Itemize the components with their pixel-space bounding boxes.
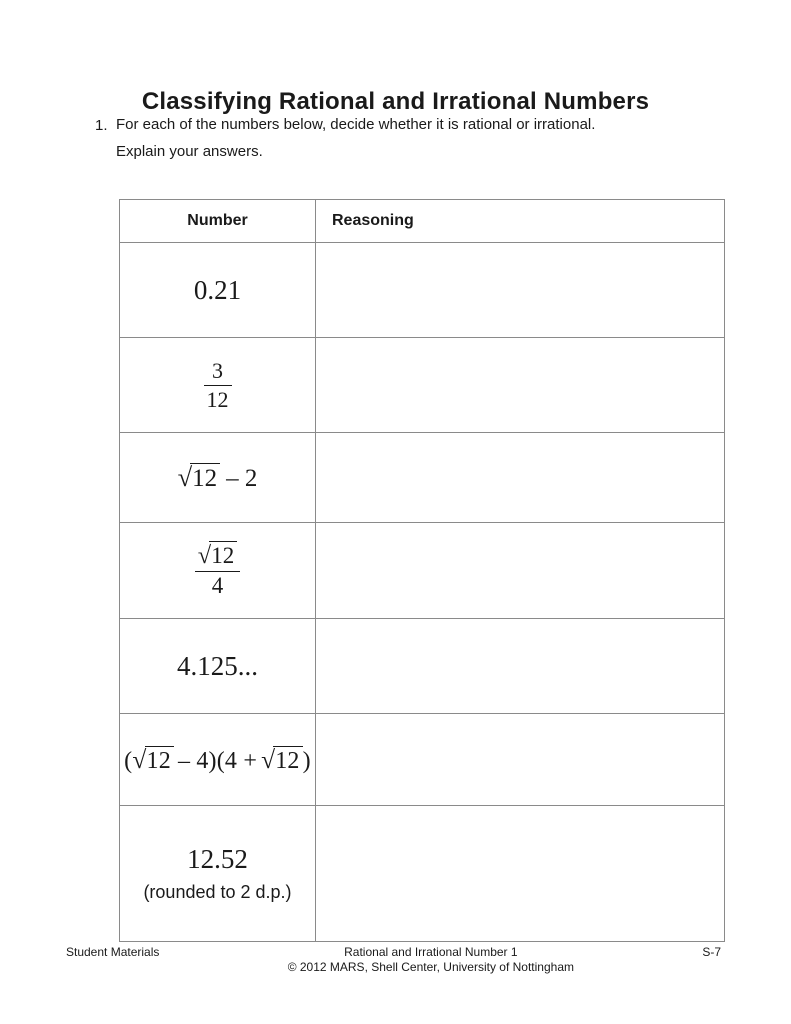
square-root bbox=[132, 744, 174, 774]
number-cell-decimal-4125: 4.125... bbox=[120, 619, 316, 714]
footer-center bbox=[159, 945, 702, 975]
fraction-denominator: 12 bbox=[204, 385, 232, 411]
number-cell-sqrt12-over-4 bbox=[120, 523, 316, 619]
expression-rest: – 2 bbox=[226, 465, 258, 492]
column-header-number: Number bbox=[120, 200, 316, 243]
table-header-row bbox=[120, 200, 725, 243]
page-title: Classifying Rational and Irrational Numbers bbox=[141, 88, 650, 116]
number-cell-fraction-3-12 bbox=[120, 338, 316, 433]
radicand: 12 bbox=[273, 746, 302, 774]
radical-sign-icon: √ bbox=[177, 462, 193, 492]
table-row bbox=[120, 433, 725, 523]
table-row bbox=[120, 806, 725, 942]
rounded-value: 12.52 bbox=[187, 844, 248, 874]
reasoning-cell bbox=[316, 714, 725, 806]
reasoning-cell bbox=[316, 243, 725, 338]
square-root bbox=[198, 543, 237, 568]
expression-middle: – 4)(4 + bbox=[177, 747, 258, 774]
fraction bbox=[195, 543, 240, 598]
fraction bbox=[204, 359, 232, 410]
radicand: 12 bbox=[209, 541, 237, 568]
reasoning-cell bbox=[316, 806, 725, 942]
square-root bbox=[261, 744, 303, 774]
reasoning-cell bbox=[316, 523, 725, 619]
radicand: 12 bbox=[190, 463, 220, 492]
footer-copyright: © 2012 MARS, Shell Center, University of Nottingham bbox=[287, 960, 574, 974]
classification-table bbox=[119, 199, 725, 942]
table-row bbox=[120, 243, 725, 338]
page-footer bbox=[66, 945, 721, 975]
open-paren: ( bbox=[124, 747, 133, 774]
reasoning-cell bbox=[316, 433, 725, 523]
footer-page-number: S-7 bbox=[702, 945, 721, 959]
radical-sign-icon: √ bbox=[261, 744, 276, 774]
table-row bbox=[120, 714, 725, 806]
instruction-block bbox=[95, 117, 595, 171]
fraction-denominator: 4 bbox=[195, 571, 240, 598]
footer-document-title: Rational and Irrational Number 1 bbox=[344, 945, 518, 959]
radical-sign-icon: √ bbox=[197, 542, 212, 570]
number-cell-rounded-1252 bbox=[120, 806, 316, 942]
rounded-note: (rounded to 2 d.p.) bbox=[143, 882, 292, 902]
table-row bbox=[120, 619, 725, 714]
reasoning-cell bbox=[316, 619, 725, 714]
number-cell-decimal-021: 0.21 bbox=[120, 243, 316, 338]
number-cell-product-expression bbox=[120, 714, 316, 806]
table-row bbox=[120, 338, 725, 433]
reasoning-cell bbox=[316, 338, 725, 433]
instruction-line-2: Explain your answers. bbox=[116, 143, 263, 160]
instruction-number: 1. bbox=[95, 117, 108, 134]
instruction-line-1: For each of the numbers below, decide whether it is rational or irrational. bbox=[116, 116, 596, 133]
close-paren: ) bbox=[302, 747, 311, 774]
fraction-numerator bbox=[195, 543, 240, 571]
number-cell-sqrt12-minus-2 bbox=[120, 433, 316, 523]
footer-left: Student Materials bbox=[66, 945, 160, 959]
radicand: 12 bbox=[145, 746, 174, 774]
radical-sign-icon: √ bbox=[132, 744, 147, 774]
column-header-reasoning: Reasoning bbox=[316, 200, 725, 243]
square-root bbox=[177, 462, 221, 492]
fraction-numerator: 3 bbox=[212, 358, 223, 384]
instruction-lines bbox=[116, 117, 595, 171]
table-row bbox=[120, 523, 725, 619]
